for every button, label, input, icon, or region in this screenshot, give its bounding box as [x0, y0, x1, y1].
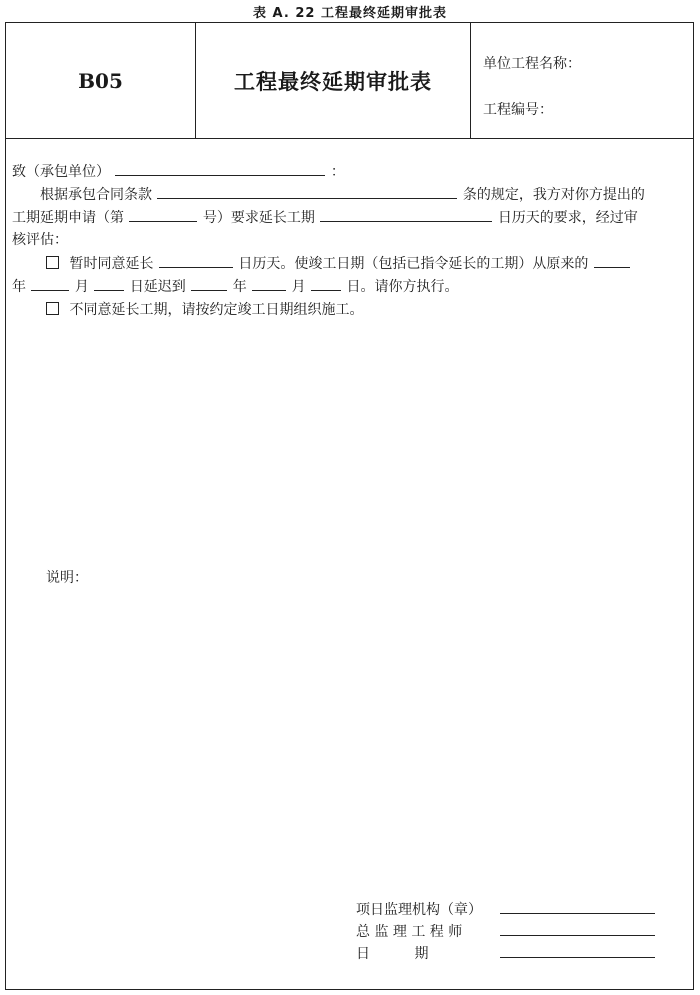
recipient-line [12, 161, 345, 182]
form-title: 工程最终延期审批表 [234, 69, 432, 94]
reject-text: 不同意延长工期，请按约定竣工日期组织施工。 [69, 302, 364, 318]
month-label-2: 月 [291, 279, 306, 295]
date-row [356, 943, 655, 963]
extension-request-text: 号）要求延长工期 [202, 210, 315, 226]
supervision-org-line[interactable] [500, 899, 655, 914]
project-info-cell [471, 23, 693, 138]
approved-days-blank[interactable] [159, 253, 233, 268]
month-label: 月 [74, 279, 89, 295]
year-label-2: 年 [232, 279, 247, 295]
date-line[interactable] [500, 943, 655, 958]
new-month-blank[interactable] [252, 276, 286, 291]
recipient-label: 致（承包单位） [12, 164, 110, 180]
reject-checkbox[interactable] [46, 302, 59, 315]
paragraph-line-2 [12, 207, 638, 228]
paragraph-line-1 [40, 184, 645, 205]
form-frame [5, 22, 694, 990]
new-year-blank[interactable] [191, 276, 227, 291]
option-approve-line-2 [12, 276, 459, 297]
form-code-cell [6, 23, 196, 138]
application-no-blank[interactable] [129, 207, 197, 222]
unit-project-name-label: 单位工程名称： [483, 56, 581, 72]
recipient-colon: ： [330, 164, 345, 180]
original-day-blank[interactable] [94, 276, 124, 291]
approve-checkbox[interactable] [46, 256, 59, 269]
project-number-label: 工程编号： [483, 102, 553, 118]
original-year-blank[interactable] [594, 253, 630, 268]
supervision-org-label: 项日监理机构（章） [356, 902, 482, 918]
notes-label: 说明： [46, 570, 88, 586]
option-approve-line-1 [46, 253, 631, 274]
supervision-org-row [356, 899, 655, 919]
application-no-text: 工期延期申请（第 [12, 210, 124, 226]
original-month-blank[interactable] [31, 276, 69, 291]
date-label: 日 期 [356, 946, 429, 962]
approve-text: 暂时同意延长 [69, 256, 154, 272]
requested-days-blank[interactable] [320, 207, 492, 222]
delay-to-label: 日延迟到 [129, 279, 186, 295]
table-caption: 表 A. 22 工程最终延期审批表 [253, 6, 447, 21]
form-title-cell [196, 23, 471, 138]
chief-engineer-label: 总 监 理 工 程 师 [356, 924, 463, 940]
contract-clause-text-2: 条的规定，我方对你方提出的 [462, 187, 645, 203]
chief-engineer-row [356, 921, 655, 941]
contract-clause-text: 根据承包合同条款 [40, 187, 152, 203]
option-reject-line [46, 300, 363, 320]
approve-text-2: 日历天。使竣工日期（包括已指令延长的工期）从原来的 [238, 256, 589, 272]
recipient-blank[interactable] [115, 161, 325, 176]
form-code: B05 [78, 68, 123, 93]
execute-text: 日。请你方执行。 [346, 279, 459, 295]
contract-clause-blank[interactable] [157, 184, 457, 199]
chief-engineer-line[interactable] [500, 921, 655, 936]
extension-request-text-2: 日历天的要求，经过审 [497, 210, 638, 226]
paragraph-line-3: 核评估： [12, 232, 68, 248]
form-header [6, 23, 693, 139]
year-label: 年 [12, 279, 26, 295]
new-day-blank[interactable] [311, 276, 341, 291]
